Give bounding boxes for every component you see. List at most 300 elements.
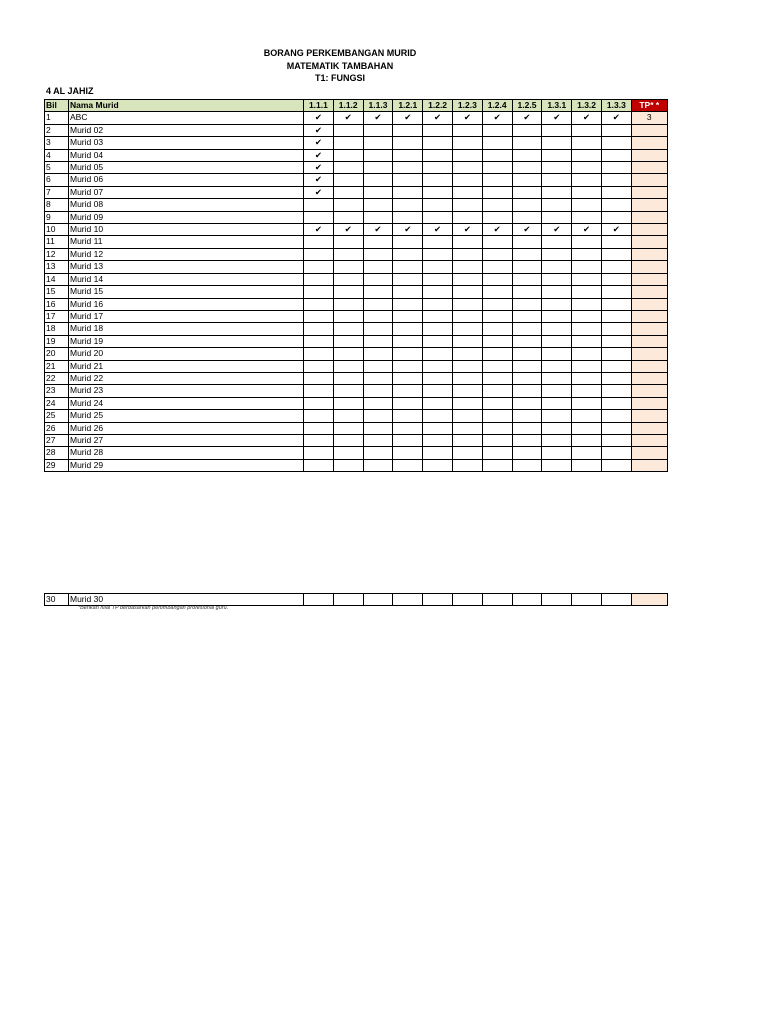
skill-cell[interactable] <box>452 459 482 471</box>
skill-cell[interactable] <box>512 236 542 248</box>
skill-cell[interactable] <box>452 248 482 260</box>
skill-cell[interactable] <box>512 310 542 322</box>
skill-cell[interactable] <box>304 360 334 372</box>
skill-cell[interactable] <box>512 248 542 260</box>
skill-cell[interactable] <box>601 348 631 360</box>
skill-cell[interactable] <box>572 286 602 298</box>
skill-cell[interactable] <box>333 273 363 285</box>
skill-cell[interactable] <box>304 397 334 409</box>
skill-cell[interactable] <box>452 298 482 310</box>
tp-cell[interactable] <box>631 422 667 434</box>
skill-cell[interactable] <box>333 372 363 384</box>
skill-cell[interactable] <box>572 174 602 186</box>
skill-cell[interactable] <box>482 594 512 606</box>
skill-cell[interactable] <box>393 385 423 397</box>
skill-cell[interactable] <box>333 434 363 446</box>
skill-cell[interactable] <box>452 261 482 273</box>
skill-cell[interactable] <box>572 124 602 136</box>
skill-cell[interactable] <box>363 335 393 347</box>
skill-cell[interactable] <box>482 422 512 434</box>
skill-cell[interactable] <box>452 434 482 446</box>
skill-cell[interactable] <box>572 211 602 223</box>
skill-cell[interactable] <box>423 199 453 211</box>
skill-cell[interactable] <box>304 124 334 136</box>
skill-cell[interactable] <box>601 459 631 471</box>
tp-cell[interactable] <box>631 124 667 136</box>
skill-cell[interactable] <box>393 199 423 211</box>
skill-cell[interactable] <box>482 137 512 149</box>
skill-cell[interactable] <box>423 137 453 149</box>
skill-cell[interactable] <box>423 124 453 136</box>
skill-cell[interactable] <box>482 224 512 236</box>
skill-cell[interactable] <box>601 174 631 186</box>
skill-cell[interactable] <box>393 397 423 409</box>
skill-cell[interactable] <box>363 594 393 606</box>
tp-cell[interactable] <box>631 273 667 285</box>
skill-cell[interactable] <box>393 459 423 471</box>
skill-cell[interactable] <box>393 211 423 223</box>
tp-cell[interactable] <box>631 137 667 149</box>
skill-cell[interactable] <box>452 162 482 174</box>
skill-cell[interactable] <box>363 372 393 384</box>
skill-cell[interactable] <box>482 261 512 273</box>
skill-cell[interactable] <box>304 174 334 186</box>
skill-cell[interactable] <box>452 236 482 248</box>
skill-cell[interactable] <box>452 286 482 298</box>
skill-cell[interactable] <box>542 186 572 198</box>
skill-cell[interactable] <box>572 273 602 285</box>
skill-cell[interactable] <box>304 286 334 298</box>
skill-cell[interactable] <box>333 594 363 606</box>
skill-cell[interactable] <box>363 447 393 459</box>
skill-cell[interactable] <box>304 211 334 223</box>
skill-cell[interactable] <box>572 298 602 310</box>
skill-cell[interactable] <box>482 124 512 136</box>
skill-cell[interactable] <box>512 323 542 335</box>
skill-cell[interactable] <box>452 397 482 409</box>
skill-cell[interactable] <box>423 434 453 446</box>
skill-cell[interactable] <box>304 372 334 384</box>
skill-cell[interactable] <box>482 149 512 161</box>
skill-cell[interactable] <box>304 447 334 459</box>
skill-cell[interactable] <box>333 298 363 310</box>
skill-cell[interactable] <box>333 261 363 273</box>
skill-cell[interactable] <box>512 286 542 298</box>
skill-cell[interactable] <box>572 186 602 198</box>
skill-cell[interactable] <box>482 434 512 446</box>
skill-cell[interactable] <box>363 397 393 409</box>
skill-cell[interactable] <box>393 298 423 310</box>
skill-cell[interactable] <box>542 335 572 347</box>
skill-cell[interactable] <box>512 335 542 347</box>
skill-cell[interactable] <box>363 124 393 136</box>
tp-cell[interactable] <box>631 261 667 273</box>
skill-cell[interactable] <box>333 224 363 236</box>
skill-cell[interactable] <box>512 112 542 124</box>
skill-cell[interactable] <box>542 286 572 298</box>
skill-cell[interactable] <box>423 248 453 260</box>
skill-cell[interactable] <box>601 137 631 149</box>
skill-cell[interactable] <box>393 594 423 606</box>
skill-cell[interactable] <box>482 162 512 174</box>
skill-cell[interactable] <box>333 286 363 298</box>
skill-cell[interactable] <box>363 224 393 236</box>
skill-cell[interactable] <box>572 372 602 384</box>
skill-cell[interactable] <box>423 236 453 248</box>
skill-cell[interactable] <box>572 360 602 372</box>
skill-cell[interactable] <box>482 372 512 384</box>
skill-cell[interactable] <box>363 298 393 310</box>
skill-cell[interactable] <box>572 385 602 397</box>
skill-cell[interactable] <box>304 298 334 310</box>
skill-cell[interactable] <box>542 298 572 310</box>
skill-cell[interactable] <box>482 174 512 186</box>
tp-cell[interactable] <box>631 211 667 223</box>
skill-cell[interactable] <box>423 186 453 198</box>
skill-cell[interactable] <box>423 447 453 459</box>
skill-cell[interactable] <box>304 149 334 161</box>
skill-cell[interactable] <box>304 335 334 347</box>
skill-cell[interactable] <box>304 323 334 335</box>
skill-cell[interactable] <box>363 137 393 149</box>
skill-cell[interactable] <box>452 273 482 285</box>
skill-cell[interactable] <box>393 124 423 136</box>
skill-cell[interactable] <box>512 410 542 422</box>
skill-cell[interactable] <box>363 410 393 422</box>
skill-cell[interactable] <box>393 137 423 149</box>
skill-cell[interactable] <box>482 459 512 471</box>
skill-cell[interactable] <box>512 199 542 211</box>
skill-cell[interactable] <box>304 186 334 198</box>
tp-cell[interactable] <box>631 348 667 360</box>
skill-cell[interactable] <box>482 360 512 372</box>
skill-cell[interactable] <box>452 124 482 136</box>
skill-cell[interactable] <box>452 422 482 434</box>
skill-cell[interactable] <box>423 211 453 223</box>
skill-cell[interactable] <box>542 459 572 471</box>
skill-cell[interactable] <box>512 149 542 161</box>
skill-cell[interactable] <box>423 385 453 397</box>
skill-cell[interactable] <box>363 273 393 285</box>
tp-cell[interactable] <box>631 186 667 198</box>
skill-cell[interactable] <box>333 360 363 372</box>
skill-cell[interactable] <box>304 112 334 124</box>
skill-cell[interactable] <box>423 286 453 298</box>
skill-cell[interactable] <box>423 397 453 409</box>
skill-cell[interactable] <box>601 410 631 422</box>
skill-cell[interactable] <box>423 310 453 322</box>
skill-cell[interactable] <box>452 360 482 372</box>
skill-cell[interactable] <box>333 149 363 161</box>
skill-cell[interactable] <box>512 137 542 149</box>
skill-cell[interactable] <box>601 360 631 372</box>
skill-cell[interactable] <box>452 335 482 347</box>
skill-cell[interactable] <box>512 372 542 384</box>
skill-cell[interactable] <box>423 348 453 360</box>
skill-cell[interactable] <box>572 199 602 211</box>
skill-cell[interactable] <box>512 174 542 186</box>
tp-cell[interactable] <box>631 310 667 322</box>
skill-cell[interactable] <box>542 124 572 136</box>
skill-cell[interactable] <box>572 162 602 174</box>
skill-cell[interactable] <box>601 273 631 285</box>
skill-cell[interactable] <box>393 186 423 198</box>
skill-cell[interactable] <box>333 124 363 136</box>
skill-cell[interactable] <box>393 286 423 298</box>
skill-cell[interactable] <box>333 385 363 397</box>
skill-cell[interactable] <box>512 385 542 397</box>
tp-cell[interactable] <box>631 236 667 248</box>
skill-cell[interactable] <box>393 174 423 186</box>
skill-cell[interactable] <box>452 594 482 606</box>
skill-cell[interactable] <box>393 410 423 422</box>
skill-cell[interactable] <box>333 236 363 248</box>
tp-cell[interactable] <box>631 149 667 161</box>
skill-cell[interactable] <box>512 211 542 223</box>
skill-cell[interactable] <box>304 273 334 285</box>
skill-cell[interactable] <box>542 224 572 236</box>
tp-cell[interactable] <box>631 323 667 335</box>
tp-cell[interactable]: 3 <box>631 112 667 124</box>
skill-cell[interactable] <box>363 261 393 273</box>
skill-cell[interactable] <box>542 149 572 161</box>
skill-cell[interactable] <box>512 397 542 409</box>
skill-cell[interactable] <box>542 323 572 335</box>
tp-cell[interactable] <box>631 199 667 211</box>
skill-cell[interactable] <box>423 261 453 273</box>
skill-cell[interactable] <box>393 447 423 459</box>
tp-cell[interactable] <box>631 162 667 174</box>
skill-cell[interactable] <box>542 112 572 124</box>
tp-cell[interactable] <box>631 397 667 409</box>
skill-cell[interactable] <box>333 348 363 360</box>
skill-cell[interactable] <box>333 410 363 422</box>
skill-cell[interactable] <box>572 248 602 260</box>
tp-cell[interactable] <box>631 286 667 298</box>
skill-cell[interactable] <box>333 174 363 186</box>
skill-cell[interactable] <box>542 174 572 186</box>
skill-cell[interactable] <box>601 199 631 211</box>
skill-cell[interactable] <box>333 186 363 198</box>
skill-cell[interactable] <box>512 360 542 372</box>
skill-cell[interactable] <box>423 422 453 434</box>
skill-cell[interactable] <box>363 162 393 174</box>
skill-cell[interactable] <box>393 434 423 446</box>
skill-cell[interactable] <box>363 149 393 161</box>
skill-cell[interactable] <box>542 360 572 372</box>
skill-cell[interactable] <box>304 199 334 211</box>
skill-cell[interactable] <box>601 261 631 273</box>
skill-cell[interactable] <box>601 447 631 459</box>
skill-cell[interactable] <box>304 310 334 322</box>
skill-cell[interactable] <box>482 236 512 248</box>
skill-cell[interactable] <box>572 310 602 322</box>
skill-cell[interactable] <box>542 594 572 606</box>
skill-cell[interactable] <box>363 422 393 434</box>
skill-cell[interactable] <box>542 310 572 322</box>
skill-cell[interactable] <box>452 224 482 236</box>
skill-cell[interactable] <box>423 174 453 186</box>
skill-cell[interactable] <box>333 199 363 211</box>
skill-cell[interactable] <box>304 434 334 446</box>
skill-cell[interactable] <box>542 261 572 273</box>
skill-cell[interactable] <box>572 594 602 606</box>
skill-cell[interactable] <box>363 186 393 198</box>
skill-cell[interactable] <box>512 298 542 310</box>
skill-cell[interactable] <box>601 434 631 446</box>
skill-cell[interactable] <box>512 594 542 606</box>
skill-cell[interactable] <box>482 273 512 285</box>
skill-cell[interactable] <box>304 261 334 273</box>
skill-cell[interactable] <box>452 385 482 397</box>
skill-cell[interactable] <box>482 335 512 347</box>
skill-cell[interactable] <box>572 447 602 459</box>
skill-cell[interactable] <box>333 112 363 124</box>
skill-cell[interactable] <box>601 422 631 434</box>
tp-cell[interactable] <box>631 594 667 606</box>
skill-cell[interactable] <box>363 385 393 397</box>
skill-cell[interactable] <box>452 174 482 186</box>
skill-cell[interactable] <box>333 323 363 335</box>
skill-cell[interactable] <box>452 372 482 384</box>
skill-cell[interactable] <box>393 348 423 360</box>
skill-cell[interactable] <box>542 447 572 459</box>
skill-cell[interactable] <box>393 236 423 248</box>
skill-cell[interactable] <box>601 298 631 310</box>
skill-cell[interactable] <box>572 149 602 161</box>
skill-cell[interactable] <box>542 199 572 211</box>
skill-cell[interactable] <box>363 310 393 322</box>
skill-cell[interactable] <box>572 335 602 347</box>
skill-cell[interactable] <box>304 459 334 471</box>
skill-cell[interactable] <box>304 248 334 260</box>
skill-cell[interactable] <box>572 261 602 273</box>
skill-cell[interactable] <box>333 447 363 459</box>
skill-cell[interactable] <box>512 422 542 434</box>
skill-cell[interactable] <box>482 397 512 409</box>
skill-cell[interactable] <box>601 397 631 409</box>
skill-cell[interactable] <box>482 211 512 223</box>
tp-cell[interactable] <box>631 224 667 236</box>
skill-cell[interactable] <box>542 236 572 248</box>
skill-cell[interactable] <box>452 199 482 211</box>
skill-cell[interactable] <box>601 323 631 335</box>
skill-cell[interactable] <box>512 447 542 459</box>
skill-cell[interactable] <box>333 248 363 260</box>
skill-cell[interactable] <box>363 174 393 186</box>
skill-cell[interactable] <box>572 348 602 360</box>
skill-cell[interactable] <box>572 410 602 422</box>
skill-cell[interactable] <box>482 385 512 397</box>
skill-cell[interactable] <box>333 137 363 149</box>
skill-cell[interactable] <box>601 286 631 298</box>
tp-cell[interactable] <box>631 298 667 310</box>
skill-cell[interactable] <box>572 459 602 471</box>
tp-cell[interactable] <box>631 410 667 422</box>
skill-cell[interactable] <box>512 186 542 198</box>
skill-cell[interactable] <box>333 162 363 174</box>
skill-cell[interactable] <box>482 298 512 310</box>
skill-cell[interactable] <box>423 149 453 161</box>
skill-cell[interactable] <box>423 335 453 347</box>
skill-cell[interactable] <box>452 348 482 360</box>
skill-cell[interactable] <box>601 594 631 606</box>
skill-cell[interactable] <box>482 310 512 322</box>
skill-cell[interactable] <box>393 248 423 260</box>
skill-cell[interactable] <box>363 434 393 446</box>
skill-cell[interactable] <box>572 224 602 236</box>
skill-cell[interactable] <box>572 137 602 149</box>
skill-cell[interactable] <box>333 211 363 223</box>
tp-cell[interactable] <box>631 447 667 459</box>
skill-cell[interactable] <box>393 360 423 372</box>
skill-cell[interactable] <box>393 310 423 322</box>
skill-cell[interactable] <box>542 273 572 285</box>
skill-cell[interactable] <box>601 186 631 198</box>
skill-cell[interactable] <box>542 410 572 422</box>
skill-cell[interactable] <box>333 335 363 347</box>
skill-cell[interactable] <box>601 335 631 347</box>
skill-cell[interactable] <box>601 372 631 384</box>
skill-cell[interactable] <box>304 410 334 422</box>
skill-cell[interactable] <box>423 594 453 606</box>
skill-cell[interactable] <box>542 248 572 260</box>
skill-cell[interactable] <box>304 137 334 149</box>
skill-cell[interactable] <box>512 273 542 285</box>
skill-cell[interactable] <box>601 385 631 397</box>
skill-cell[interactable] <box>304 348 334 360</box>
skill-cell[interactable] <box>423 224 453 236</box>
skill-cell[interactable] <box>393 224 423 236</box>
skill-cell[interactable] <box>572 434 602 446</box>
tp-cell[interactable] <box>631 459 667 471</box>
skill-cell[interactable] <box>452 323 482 335</box>
skill-cell[interactable] <box>304 422 334 434</box>
skill-cell[interactable] <box>512 348 542 360</box>
skill-cell[interactable] <box>452 310 482 322</box>
skill-cell[interactable] <box>542 372 572 384</box>
skill-cell[interactable] <box>452 186 482 198</box>
skill-cell[interactable] <box>601 112 631 124</box>
skill-cell[interactable] <box>572 323 602 335</box>
skill-cell[interactable] <box>452 137 482 149</box>
skill-cell[interactable] <box>393 162 423 174</box>
skill-cell[interactable] <box>601 310 631 322</box>
skill-cell[interactable] <box>601 162 631 174</box>
skill-cell[interactable] <box>542 137 572 149</box>
skill-cell[interactable] <box>601 211 631 223</box>
skill-cell[interactable] <box>452 149 482 161</box>
skill-cell[interactable] <box>512 261 542 273</box>
skill-cell[interactable] <box>393 273 423 285</box>
skill-cell[interactable] <box>304 594 334 606</box>
skill-cell[interactable] <box>542 397 572 409</box>
skill-cell[interactable] <box>572 112 602 124</box>
skill-cell[interactable] <box>572 236 602 248</box>
skill-cell[interactable] <box>512 224 542 236</box>
skill-cell[interactable] <box>333 422 363 434</box>
skill-cell[interactable] <box>423 162 453 174</box>
skill-cell[interactable] <box>333 397 363 409</box>
skill-cell[interactable] <box>542 434 572 446</box>
tp-cell[interactable] <box>631 434 667 446</box>
skill-cell[interactable] <box>482 186 512 198</box>
skill-cell[interactable] <box>482 112 512 124</box>
skill-cell[interactable] <box>601 236 631 248</box>
skill-cell[interactable] <box>363 323 393 335</box>
skill-cell[interactable] <box>512 459 542 471</box>
skill-cell[interactable] <box>304 162 334 174</box>
